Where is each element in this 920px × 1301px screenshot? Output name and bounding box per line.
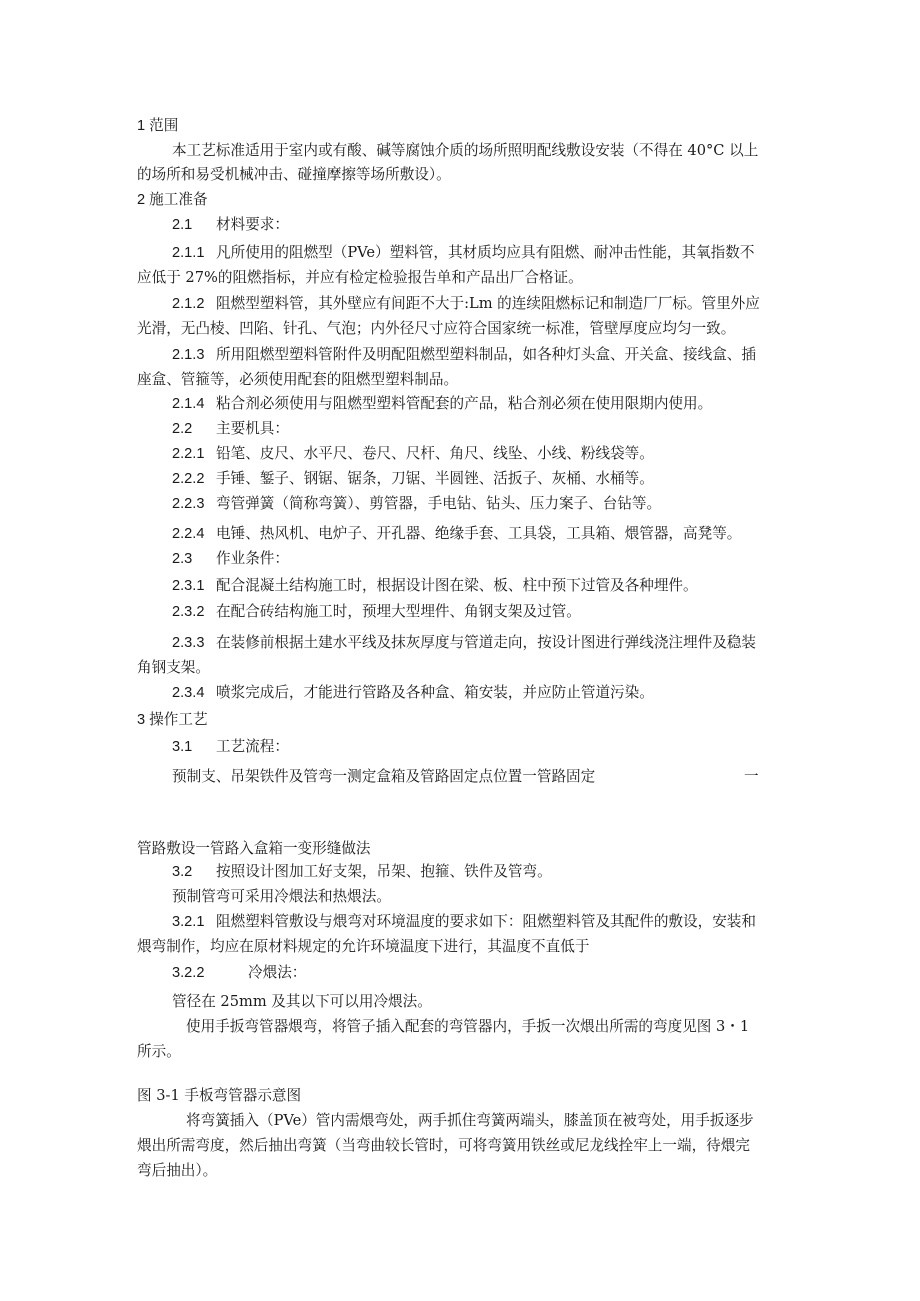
item-text: 喷浆完成后，才能进行管路及各种盒、箱安装，并应防止管道污染。 bbox=[216, 684, 654, 701]
item-number: 2.1.3 bbox=[172, 347, 205, 363]
item-text: 弯管弹簧（简称弯簧）、剪管器，手电钻、钻头、压力案子、台钻等。 bbox=[216, 495, 662, 512]
item-number: 2.2 bbox=[172, 421, 193, 437]
item-2-1-2-cont: 光滑，无凸棱、凹陷、针孔、气泡；内外径尺寸应符合国家统一标准，管壁厚度应均匀一致。 bbox=[137, 320, 736, 337]
item-2-1-1 bbox=[172, 243, 754, 263]
item-text: 凡所使用的阻燃型（PVe）塑料管，其材质均应具有阻燃、耐冲击性能，其氧指数不 bbox=[216, 244, 755, 261]
item-3-2-2 bbox=[172, 963, 306, 983]
item-2-1 bbox=[172, 215, 289, 235]
item-number: 2.1.1 bbox=[172, 245, 205, 261]
item-3-2 bbox=[172, 862, 552, 882]
item-2-3-3-cont: 角钢支架。 bbox=[137, 659, 210, 676]
section-1-heading: 1 范围 bbox=[137, 118, 179, 134]
item-number: 2.1.2 bbox=[172, 296, 205, 312]
item-text: 主要机具： bbox=[216, 420, 289, 437]
final-paragraph-line-1: 将弯簧插入（PVe）管内需煨弯处，两手抓住弯簧两端头，膝盖顶在被弯处，用手扳逐步 bbox=[186, 1112, 754, 1129]
item-3-1 bbox=[172, 737, 289, 757]
item-text: 工艺流程： bbox=[216, 738, 289, 755]
item-text: 阻燃塑料管敷设与煨弯对环境温度的要求如下：阻燃塑料管及其配件的敷设，安装和 bbox=[216, 913, 756, 930]
item-number: 3.2 bbox=[172, 864, 193, 880]
figure-caption: 图 3-1 手板弯管器示意图 bbox=[137, 1087, 302, 1104]
item-number: 2.2.3 bbox=[172, 496, 205, 512]
item-text: 阻燃型塑料管，其外壁应有间距不大于:Lm 的连续阻燃标记和制造厂厂标。管里外应 bbox=[216, 295, 760, 312]
item-text: 按照设计图加工好支架，吊架、抱箍、铁件及管弯。 bbox=[216, 863, 552, 880]
item-text: 手锤、錾子、钢锯、锯条，刀锯、半圆锉、活扳子、灰桶、水桶等。 bbox=[216, 470, 654, 487]
item-2-3-3 bbox=[172, 633, 756, 653]
item-number: 2.3.2 bbox=[172, 604, 205, 620]
item-2-3-1 bbox=[172, 576, 698, 596]
item-2-2-1 bbox=[172, 444, 654, 464]
item-2-3-2 bbox=[172, 602, 581, 622]
item-text: 所用阻燃型塑料管附件及明配阻燃型塑料制品，如各种灯头盒、开关盒、接线盒、插 bbox=[216, 346, 756, 363]
item-number: 3.1 bbox=[172, 739, 193, 755]
s3-2-2-paragraph-1: 管径在 25mm 及其以下可以用冷煨法。 bbox=[172, 993, 432, 1010]
s1-paragraph-line-1: 本工艺标准适用于室内或有酸、碱等腐蚀介质的场所照明配线敷设安装（不得在 40°C 以上 bbox=[172, 142, 759, 159]
flow-line-dash: 一 bbox=[744, 768, 759, 785]
item-3-2-1 bbox=[172, 912, 756, 932]
s1-paragraph-line-2: 的场所和易受机械冲击、碰撞摩擦等场所敷设）。 bbox=[137, 166, 451, 183]
item-text: 在装修前根据土建水平线及抹灰厚度与管道走向，按设计图进行弹线浇注埋件及稳装 bbox=[216, 634, 756, 651]
flow-line-2: 管路敷设一管路入盒箱一变形缝做法 bbox=[137, 840, 371, 857]
item-number: 3.2.2 bbox=[172, 965, 205, 981]
item-2-2-3 bbox=[172, 494, 661, 514]
item-number: 2.2.4 bbox=[172, 526, 205, 542]
item-text: 冷煨法： bbox=[248, 964, 307, 981]
s3-2-2-paragraph-2: 使用手扳弯管器煨弯，将管子插入配套的弯管器内，手扳一次煨出所需的弯度见图 3・1 bbox=[186, 1018, 750, 1035]
item-2-1-1-cont: 应低于 27%的阻燃指标，并应有检定检验报告单和产品出厂合格证。 bbox=[137, 269, 583, 286]
item-2-2-2 bbox=[172, 469, 654, 489]
item-number: 2.1.4 bbox=[172, 396, 205, 412]
item-number: 2.3.3 bbox=[172, 635, 205, 651]
s3-2-2-paragraph-2-cont: 所示。 bbox=[137, 1043, 181, 1060]
item-number: 2.1 bbox=[172, 217, 193, 233]
item-2-2 bbox=[172, 419, 289, 439]
item-number: 2.3.1 bbox=[172, 578, 205, 594]
item-2-3-4 bbox=[172, 683, 654, 703]
item-text: 粘合剂必须使用与阻燃型塑料管配套的产品，粘合剂必须在使用限期内使用。 bbox=[216, 395, 713, 412]
item-text: 材料要求： bbox=[216, 216, 289, 233]
item-2-1-3 bbox=[172, 345, 756, 365]
section-3-heading: 3 操作工艺 bbox=[137, 712, 208, 728]
item-2-1-2 bbox=[172, 294, 760, 314]
item-number: 2.3.4 bbox=[172, 685, 205, 701]
item-text: 铅笔、皮尺、水平尺、卷尺、尺杆、角尺、线坠、小线、粉线袋等。 bbox=[216, 445, 654, 462]
flow-line-1: 预制支、吊架铁件及管弯一测定盒箱及管路固定点位置一管路固定 bbox=[172, 768, 596, 785]
item-text: 电锤、热风机、电炉子、开孔器、绝缘手套、工具袋，工具箱、煨管器，高凳等。 bbox=[216, 525, 742, 542]
item-number: 2.2.2 bbox=[172, 471, 205, 487]
item-2-3 bbox=[172, 549, 289, 569]
item-text: 配合混凝土结构施工时，根据设计图在梁、板、柱中预下过管及各种埋件。 bbox=[216, 577, 698, 594]
item-2-1-3-cont: 座盒、管箍等，必须使用配套的阻燃型塑料制品。 bbox=[137, 371, 459, 388]
item-2-2-4 bbox=[172, 524, 741, 544]
final-paragraph-line-2: 煨出所需弯度，然后抽出弯簧（当弯曲较长管时，可将弯簧用铁丝或尼龙线拴牢上一端，待煨完 bbox=[137, 1137, 750, 1154]
item-number: 2.3 bbox=[172, 551, 193, 567]
s3-2-paragraph: 预制管弯可采用冷煨法和热煨法。 bbox=[172, 888, 391, 905]
item-number: 2.2.1 bbox=[172, 446, 205, 462]
item-2-1-4 bbox=[172, 394, 712, 414]
section-2-heading: 2 施工准备 bbox=[137, 192, 208, 208]
item-number: 3.2.1 bbox=[172, 914, 205, 930]
item-3-2-1-cont: 煨弯制作，均应在原材料规定的允许环境温度下进行，其温度不直低于 bbox=[137, 938, 590, 955]
item-text: 作业条件： bbox=[216, 550, 289, 567]
final-paragraph-line-3: 弯后抽出）。 bbox=[137, 1162, 218, 1179]
item-text: 在配合砖结构施工时，预埋大型埋件、角钢支架及过管。 bbox=[216, 603, 581, 620]
